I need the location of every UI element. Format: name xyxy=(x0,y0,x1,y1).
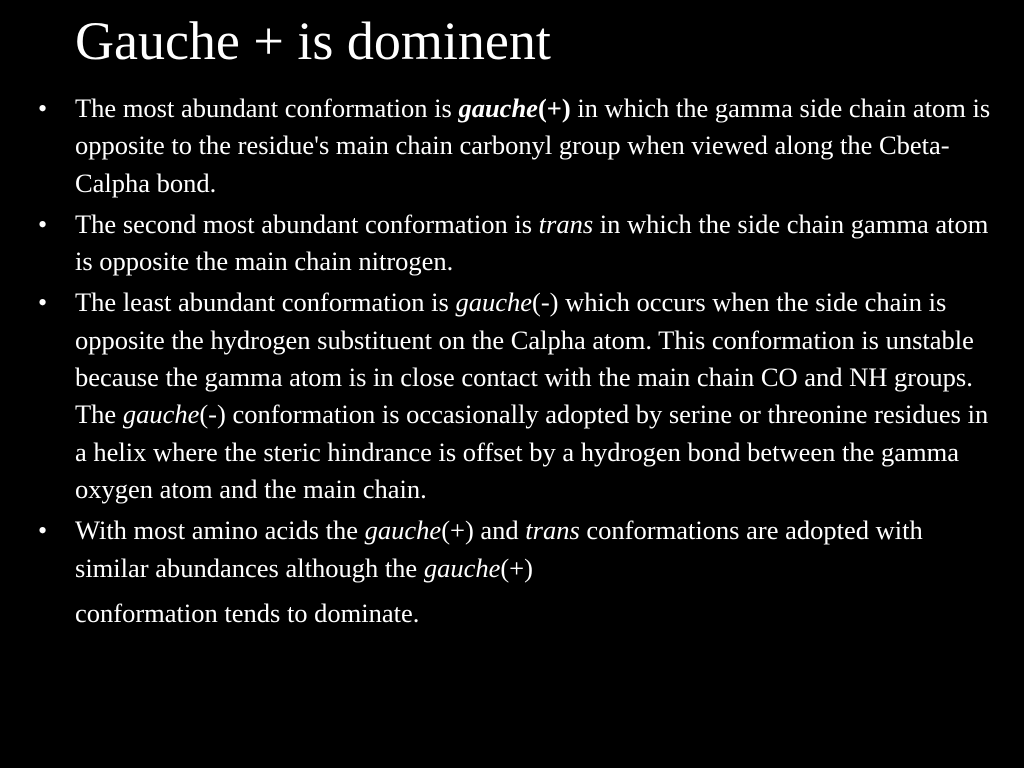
bullet-text: (-) which occurs when the side chain is opposite the hydrogen substituent on the Calpha atom. This conformation is unstable because the gamma atom is in close contact with the main chain CO and NH groups. The xyxy=(75,287,974,430)
term-gauche: gauche xyxy=(423,552,501,583)
bullet-text: The most abundant conformation is xyxy=(75,93,459,123)
list-item xyxy=(0,90,1000,202)
list-item xyxy=(0,206,1000,281)
bullet-text: conformations are adopted with similar abundances although the xyxy=(75,515,923,583)
list-item xyxy=(0,512,1000,632)
list-item xyxy=(0,284,1000,508)
slide-title: Gauche + is dominent xyxy=(75,11,551,71)
bullet-list xyxy=(0,90,1000,636)
bullet-icon: • xyxy=(38,209,48,239)
bullet-text: in which the gamma side chain atom is opposite to the residue's main chain carbonyl group when viewed along the Cbeta-Calpha bond. xyxy=(75,93,991,198)
bullet-text: (-) conformation is occasionally adopted by serine or threonine residues in a helix where the steric hindrance is offset by a hydrogen bond between the gamma oxygen atom and the main chain. xyxy=(75,399,989,504)
term-sign: (+) xyxy=(537,93,571,123)
bullet-text: (+) and xyxy=(441,515,526,546)
bullet-text: The least abundant conformation is xyxy=(75,287,456,318)
term-gauche: gauche xyxy=(458,93,538,123)
term-trans: trans xyxy=(525,515,580,546)
bullet-text: With most amino acids the xyxy=(75,515,365,546)
term-gauche: gauche xyxy=(455,287,532,318)
bullet-icon: • xyxy=(38,516,48,546)
bullet-text: in which the side chain gamma atom is opposite the main chain nitrogen. xyxy=(75,208,989,277)
bullet-icon: • xyxy=(38,94,48,123)
bullet-text: The second most abundant conformation is xyxy=(75,208,539,239)
term-trans: trans xyxy=(538,208,594,239)
term-gauche: gauche xyxy=(122,399,200,430)
bullet-text: conformation tends to dominate. xyxy=(75,597,420,628)
bullet-icon: • xyxy=(38,288,48,318)
term-sign: (+) xyxy=(500,552,533,583)
term-gauche: gauche xyxy=(364,515,442,546)
